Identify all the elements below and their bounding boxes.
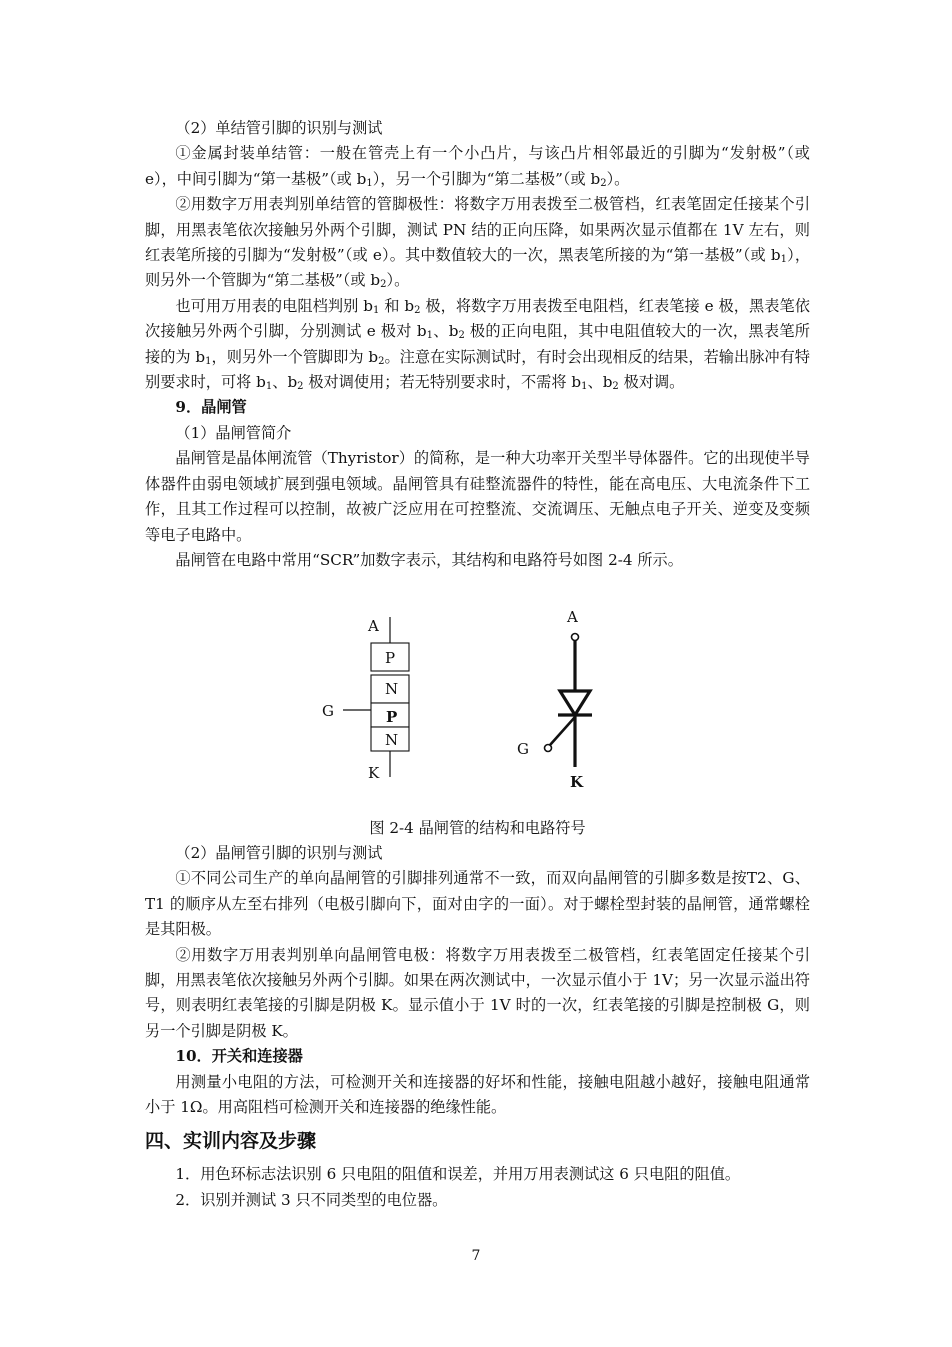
struct-label-a: A — [368, 617, 379, 635]
heading-thyristor: 9．晶闸管 — [175, 398, 247, 417]
paragraph-switches: 用测量小电阻的方法，可检测开关和连接器的好坏和性能，接触电阻越小越好，接触电阻通常小于 1Ω。用高阻档可检测开关和连接器的绝缘性能。 — [145, 1072, 810, 1117]
section-heading-training: 四、实训内容及步骤 — [145, 1130, 317, 1153]
paragraph-subheading-pins: （2）晶闸管引脚的识别与测试 — [175, 844, 383, 862]
paragraph-subheading-intro: （1）晶闸管简介 — [175, 423, 292, 442]
layer-label-n1: N — [385, 680, 399, 698]
text-block-lower — [145, 841, 810, 1213]
paragraph-scr-multimeter: ②用数字万用表判别单向晶闸管电极：将数字万用表拨至二极管档，红表笔固定任接某个引脚，用黑表笔依次接触另外两个引脚。如果在两次测试中，一次显示值小于 1V；另一次显示溢出符号，则表明红表笔接的引脚是阴极 K。显示值小于 1V 时的一次，红表笔接的引脚是控制极 G，则另一个引脚是阴极 K。 — [145, 945, 810, 1040]
symbol-label-k: K — [570, 773, 584, 791]
diode-triangle — [560, 691, 590, 715]
paragraph-ujt-resistance: 也可用万用表的电阻档判别 $b_1$ 和 $b_2$ 极，将数字万用表拨至电阻档，红表笔接 e 极，黑表笔依次接触另外两个引脚，分别测试 e 极对 $b_1$、$b_2$ 极的正向电阻，其中电阻值较大的一次，黑表笔所接的为 $b_1$，则另外一个管脚即为 $b_2$。注意在实际测试时，有时会出现相反的结果，若输出脉冲有特别要求时，可将 $b_1$、$b_2$ 极对调使用；若无特别要求时，不需将 $b_1$、$b_2$ 极对调。 — [145, 296, 810, 393]
gate-terminal — [545, 745, 552, 752]
symbol-label-g: G — [517, 740, 529, 758]
paragraph-ujt-metal: ①金属封装单结管：一般在管壳上有一个小凸片，与该凸片相邻最近的引脚为“发射极”（或 e），中间引脚为“第一基极”（或 $b_1$），另一个引脚为“第二基极”（或 $b_2$）。 — [145, 144, 810, 189]
symbol-label-a: A — [567, 608, 578, 626]
text-block-upper — [145, 116, 810, 573]
list-item-1: 1．用色环标志法识别 6 只电阻的阻值和误差，并用万用表测试这 6 只电阻的阻值。 — [175, 1165, 741, 1184]
layer-label-n2: N — [385, 731, 399, 749]
paragraph-thyristor-intro: 晶闸管是晶体闸流管（Thyristor）的简称，是一种大功率开关型半导体器件。它的出现使半导体器件由弱电领域扩展到强电领域。晶闸管具有硅整流器件的特性，能在高电压、大电流条件下工作，且其工作过程可以控制，故被广泛应用在可控整流、交流调压、无触点电子开关、逆变及变频等电子电路中。 — [145, 449, 810, 544]
paragraph-scr-reference: 晶闸管在电路中常用“SCR”加数字表示，其结构和电路符号如图 2-4 所示。 — [175, 550, 683, 569]
scr-circuit-symbol — [517, 608, 592, 791]
paragraph-pin-arrangement: ①不同公司生产的单向晶闸管的引脚排列通常不一致，而双向晶闸管的引脚多数是按T2、G、T1 的顺序从左至右排列（电极引脚向下，面对由字的一面）。对于螺栓型封装的晶闸管，通常螺栓是其阳极。 — [145, 869, 810, 939]
figure-caption: 图 2-4 晶闸管的结构和电路符号 — [369, 819, 586, 837]
thyristor-figure — [300, 605, 630, 805]
thyristor-structure-diagram — [322, 617, 409, 782]
struct-label-k: K — [368, 764, 380, 782]
anode-terminal — [572, 634, 579, 641]
gate-lead — [550, 717, 575, 745]
paragraph-ujt-multimeter: ②用数字万用表判别单结管的管脚极性：将数字万用表拨至二极管档，红表笔固定任接某个引脚，用黑表笔依次接触另外两个引脚，测试 PN 结的正向压降，如果两次显示值都在 1V 左右，则红表笔所接的引脚为“发射极”（或 e）。其中数值较大的一次，黑表笔所接的为“第一基极”（或 $b_1$），则另外一个管脚为“第二基极”（或 $b_2$）。 — [145, 195, 811, 291]
layer-label-p2: P — [386, 708, 398, 726]
struct-label-g: G — [322, 702, 334, 720]
list-item-2: 2．识别并测试 3 只不同类型的电位器。 — [175, 1190, 448, 1209]
heading-switches: 10．开关和连接器 — [175, 1047, 303, 1066]
page-number: 7 — [471, 1248, 481, 1264]
layer-label-p1: P — [385, 649, 396, 667]
paragraph-subheading-ujt: （2）单结管引脚的识别与测试 — [175, 119, 383, 137]
